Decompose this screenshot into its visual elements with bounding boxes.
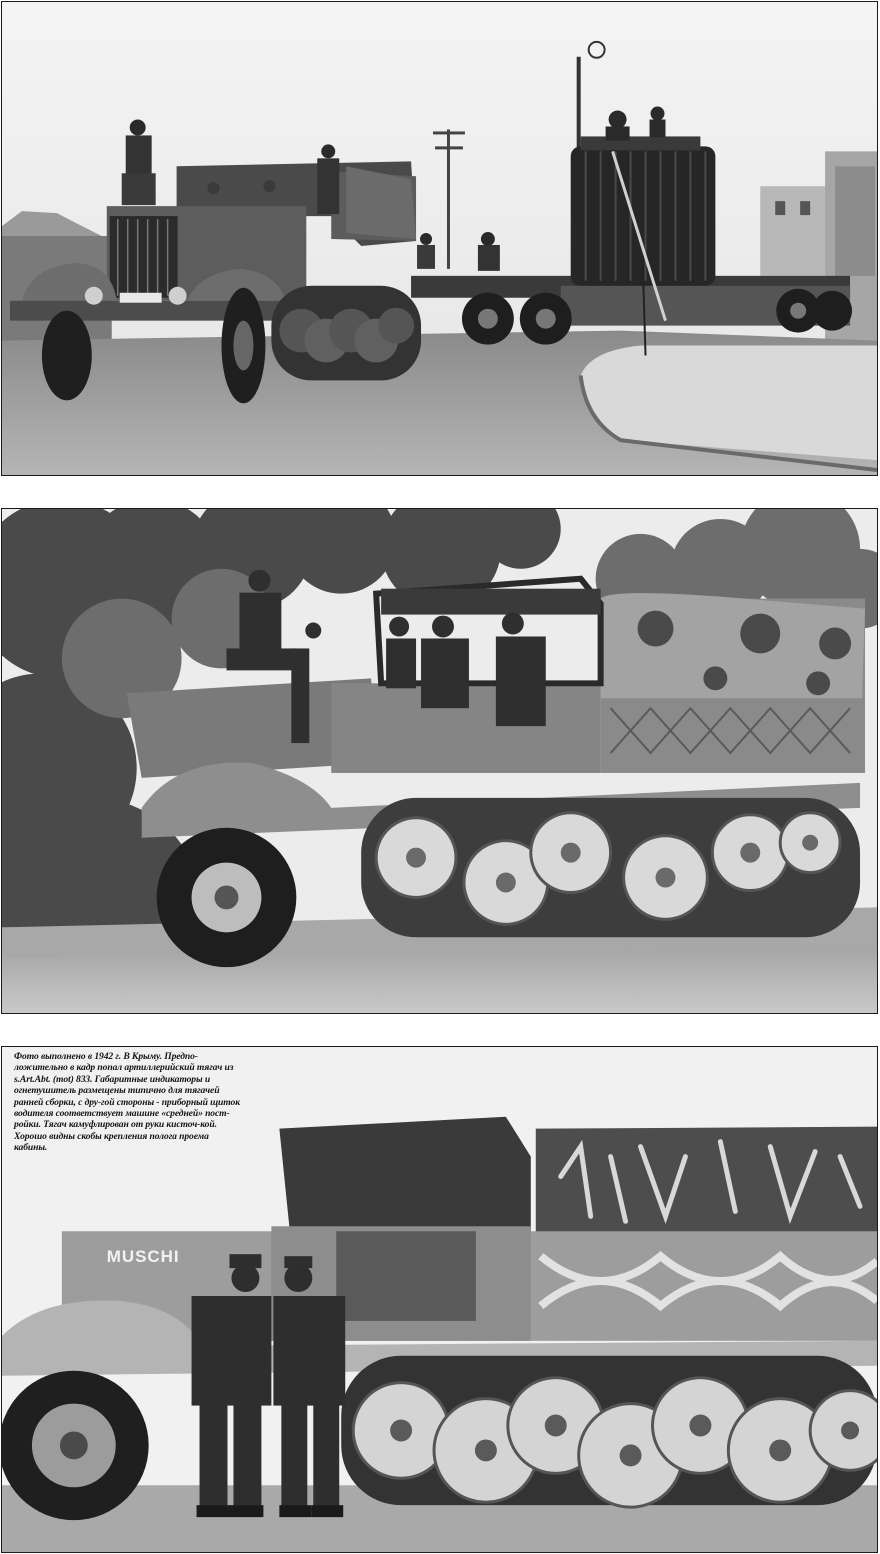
photo-halftrack-towing-transformer bbox=[1, 1, 878, 476]
photo-halftrack-with-soldiers bbox=[1, 1046, 878, 1553]
photo-2-illustration bbox=[2, 509, 877, 1013]
photo-halftrack-with-crew bbox=[1, 508, 878, 1014]
vehicle-marking: MUSCHI bbox=[106, 1247, 180, 1267]
photo-caption: Фото выполнено в 1942 г. В Крыму. Предпо-ложительно в кадр попал артиллерийский тягач из s.Art.Abt. (mot) 833. Габаритные индикаторы и огнетушитель размещены типично для тягачей ранней сборки, с дру-гой стороны - приборный щиток водителя соответствует машине «средней» пост-ройки. Тягач камуфлирован от руки кисточ-кой. Хорошо видны скобы крепления полога проема кабины. bbox=[14, 1051, 240, 1154]
photo-1-illustration bbox=[2, 2, 877, 475]
